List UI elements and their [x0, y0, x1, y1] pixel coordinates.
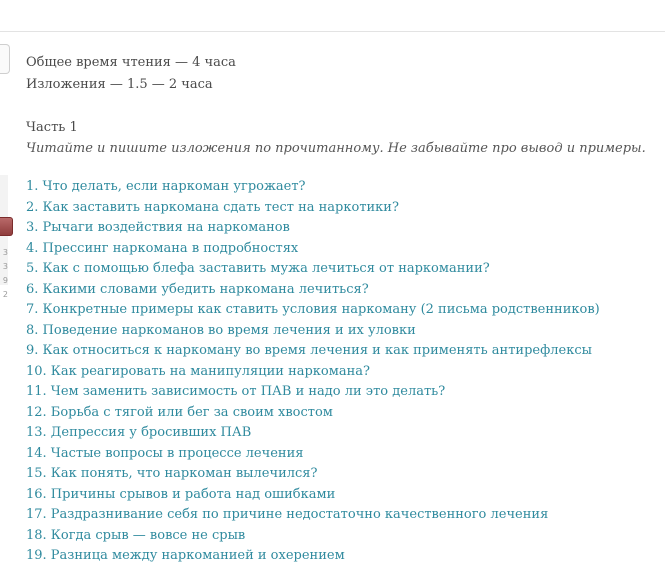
toc-item — [26, 362, 656, 383]
toc-link[interactable]: 11. Чем заменить зависимость от ПАВ и надо ли это делать? — [26, 384, 446, 399]
summaries-time: Изложения — 1.5 — 2 часа — [26, 77, 213, 92]
toc-item — [26, 300, 656, 321]
toc-link[interactable]: 15. Как понять, что наркоман вылечился? — [26, 466, 318, 481]
part-title: Часть 1 — [26, 120, 78, 135]
toc-item — [26, 505, 656, 526]
side-number: 3 — [2, 262, 8, 271]
toc-item — [26, 546, 656, 567]
toc-link[interactable]: 10. Как реагировать на манипуляции наркомана? — [26, 363, 371, 379]
toc-link[interactable]: 6. Какими словами убедить наркомана лечиться? — [26, 281, 369, 297]
toc-item — [26, 485, 656, 506]
toc-link[interactable]: 9. Как относиться к наркоману во время лечения и как применять антирефлексы — [26, 343, 592, 358]
toc-item — [26, 423, 656, 444]
table-of-contents — [26, 177, 656, 567]
toc-item — [26, 382, 656, 403]
toc-link[interactable]: 7. Конкретные примеры как ставить условия наркоману (2 письма родственников) — [26, 302, 600, 317]
article-content — [26, 52, 656, 567]
toc-item — [26, 280, 656, 301]
toc-item — [26, 198, 656, 219]
toc-link[interactable]: 5. Как с помощью блефа заставить мужа лечиться от наркомании? — [26, 261, 490, 276]
toc-link[interactable]: 4. Прессинг наркомана в подробностях — [26, 240, 299, 256]
toc-item — [26, 321, 656, 342]
top-divider — [0, 31, 665, 32]
toc-item — [26, 341, 656, 362]
toc-item — [26, 403, 656, 424]
toc-link[interactable]: 14. Частые вопросы в процессе лечения — [26, 445, 304, 461]
side-bookmark-tab[interactable] — [0, 217, 13, 236]
reading-time: Общее время чтения — 4 часа — [26, 55, 236, 70]
toc-link[interactable]: 8. Поведение наркоманов во время лечения и их уловки — [26, 322, 416, 338]
toc-link[interactable]: 3. Рычаги воздействия на наркоманов — [26, 220, 290, 235]
part-instruction: Читайте и пишите изложения по прочитанному. Не забывайте про вывод и примеры. — [26, 141, 646, 156]
toc-link[interactable]: 19. Разница между наркоманией и охерением — [26, 548, 345, 563]
toc-link[interactable]: 1. Что делать, если наркоман угрожает? — [26, 179, 306, 194]
side-number: 2 — [2, 290, 8, 299]
side-panel-numbers — [0, 246, 8, 302]
toc-item — [26, 526, 656, 547]
toc-item — [26, 464, 656, 485]
toc-item — [26, 177, 656, 198]
toc-link[interactable]: 2. Как заставить наркомана сдать тест на наркотики? — [26, 199, 399, 215]
toc-item — [26, 218, 656, 239]
toc-item — [26, 444, 656, 465]
toc-item — [26, 259, 656, 280]
side-number: 3 — [2, 248, 8, 257]
toc-link[interactable]: 18. Когда срыв — вовсе не срыв — [26, 527, 246, 543]
side-number: 9 — [2, 276, 8, 285]
side-panel-edge — [0, 44, 10, 74]
toc-link[interactable]: 13. Депрессия у бросивших ПАВ — [26, 425, 252, 440]
toc-item — [26, 239, 656, 260]
toc-link[interactable]: 12. Борьба с тягой или бег за своим хвостом — [26, 404, 333, 420]
toc-link[interactable]: 16. Причины срывов и работа над ошибками — [26, 486, 336, 502]
toc-link[interactable]: 17. Раздразнивание себя по причине недостаточно качественного лечения — [26, 507, 549, 522]
